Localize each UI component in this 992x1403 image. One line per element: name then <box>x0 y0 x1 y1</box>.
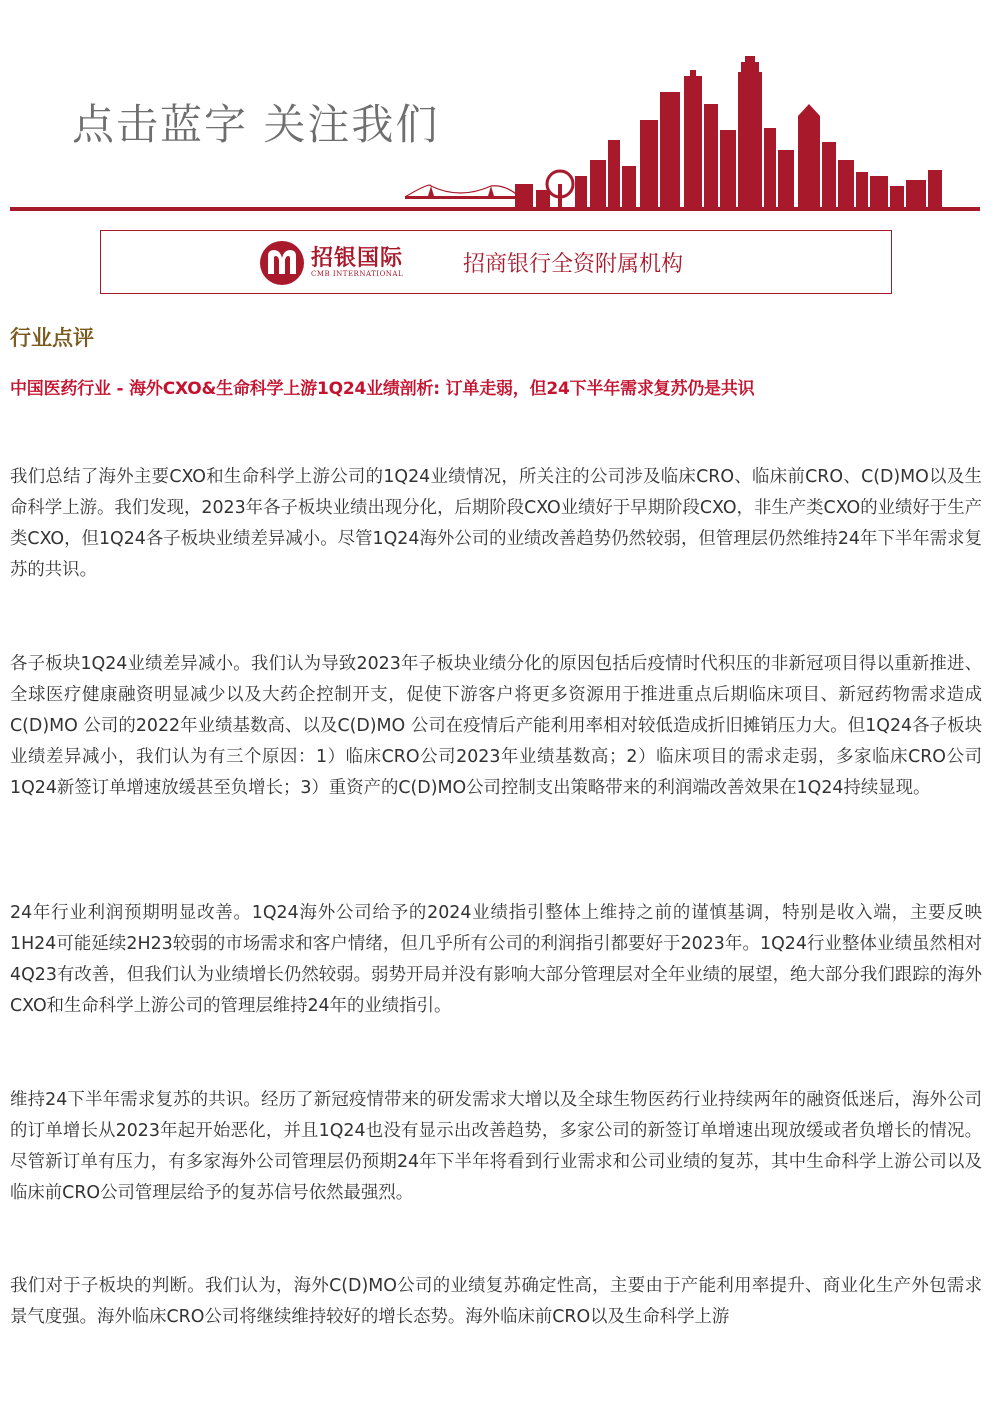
follow-us-text: 点击蓝字 关注我们 <box>72 100 440 149</box>
paragraph-summary: 我们总结了海外主要CXO和生命科学上游公司的1Q24业绩情况，所关注的公司涉及临床CRO、临床前CRO、C(D)MO以及生命科学上游。我们发现，2023年各子板块业绩出现分化，后期阶段CXO业绩好于早期阶段CXO，非生产类CXO的业绩好于生产类CXO，但1Q24各子板块业绩差异减小。尽管1Q24海外公司的业绩改善趋势仍然较弱，但管理层仍然维持24年下半年需求复苏的共识。 <box>10 467 982 580</box>
cmbi-logo-english: CMB INTERNATIONAL <box>311 270 404 278</box>
paragraph-subsector-divergence: 各子板块1Q24业绩差异减小。我们认为导致2023年子板块业绩分化的原因包括后疫情时代积压的非新冠项目得以重新推进、全球医疗健康融资明显减少以及大药企控制开支，促使下游客户将更多资源用于推进重点后期临床项目、新冠药物需求造成C(D)MO 公司的2022年业绩基数高、以及C(D)MO 公司在疫情后产能利用率相对较低造成折旧摊销压力大。但1Q24各子板块业绩差异减小，我们认为有三个原因：1）临床CRO公司2023年业绩基数高；2）临床项目的需求走弱，多家临床CRO公司1Q24新签订单增速放缓甚至负增长；3）重资产的C(D)MO公司控制支出策略带来的利润端改善效果在1Q24持续显现。 <box>10 654 982 798</box>
cmbi-logo-chinese: 招银国际 <box>311 246 404 271</box>
cmbi-logo-icon <box>259 240 305 286</box>
report-title: 中国医药行业 - 海外CXO&生命科学上游1Q24业绩剖析: 订单走弱，但24下半年需求复苏仍是共识 <box>10 379 755 399</box>
banner-tagline: 招商银行全资附属机构 <box>463 252 684 277</box>
paragraph-demand-recovery: 维持24下半年需求复苏的共识。经历了新冠疫情带来的研发需求大增以及全球生物医药行业持续两年的融资低迷后，海外公司的订单增长从2023年起开始恶化，并且1Q24也没有显示出改善趋势，多家公司的新签订单增速出现放缓或者负增长的情况。尽管新订单有压力，有多家海外公司管理层仍预期24年下半年将看到行业需求和公司业绩的复苏，其中生命科学上游公司以及临床前CRO公司管理层给予的复苏信号依然最强烈。 <box>10 1090 982 1203</box>
paragraph-subsector-view: 我们对于子板块的判断。我们认为，海外C(D)MO公司的业绩复苏确定性高，主要由于产能利用率提升、商业化生产外包需求景气度强。海外临床CRO公司将继续维持较好的增长态势。海外临床前CRO以及生命科学上游 <box>10 1276 982 1327</box>
paragraph-profit-outlook: 24年行业利润预期明显改善。1Q24海外公司给予的2024业绩指引整体上维持之前的谨慎基调，特别是收入端，主要反映1H24可能延续2H23较弱的市场需求和客户情绪，但几乎所有公司的利润指引都要好于2023年。1Q24行业整体业绩虽然相对4Q23有改善，但我们认为业绩增长仍然较弱。弱势开局并没有影响大部分管理层对全年业绩的展望，绝大部分我们跟踪的海外CXO和生命科学上游公司的管理层维持24年的业绩指引。 <box>10 903 982 1016</box>
header-banner <box>0 0 992 215</box>
section-label: 行业点评 <box>10 326 94 350</box>
cmbi-banner <box>100 230 892 294</box>
